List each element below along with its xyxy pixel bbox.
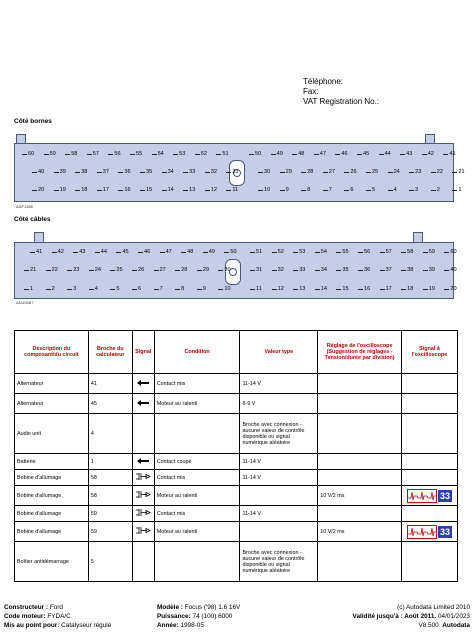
cell-description: Alternateur xyxy=(15,374,89,394)
pin-label: 17 xyxy=(97,187,119,194)
pin-label: 16 xyxy=(118,187,140,194)
header-scope-signal: Signal à l'oscilloscope xyxy=(401,331,457,374)
table-row xyxy=(15,542,458,582)
pin-label: 10 xyxy=(258,187,280,194)
pin-label: 11 xyxy=(250,286,272,293)
pin-label: 53 xyxy=(293,249,315,256)
pin-label: 58 xyxy=(401,249,423,256)
cell-signal xyxy=(132,394,154,414)
footer-annee: Année: 1998-05 xyxy=(157,622,204,629)
pin-label: 22 xyxy=(431,169,453,176)
pin-label: 31 xyxy=(250,267,272,274)
cell-condition: Contact coupé xyxy=(154,454,240,470)
pin-label: 25 xyxy=(110,267,132,274)
bornes-label: Côté bornes xyxy=(14,118,52,125)
table-header-row xyxy=(15,331,458,374)
pin-label: 36 xyxy=(358,267,380,274)
pin-label: 26 xyxy=(132,267,154,274)
pin-label: 30 xyxy=(258,169,280,176)
pin-label: 50 xyxy=(249,151,271,158)
cell-signal xyxy=(132,470,154,486)
cell-scope-setting xyxy=(318,374,402,394)
pin-label: 52 xyxy=(195,151,217,158)
pin-label: 30 xyxy=(218,267,240,274)
ignition-coil-icon xyxy=(135,513,151,519)
pin-row xyxy=(32,169,248,176)
cell-description: Boîtier antidémarrage xyxy=(15,542,89,582)
cell-scope-signal xyxy=(401,486,457,506)
pin-label: 22 xyxy=(46,267,68,274)
cell-signal xyxy=(132,454,154,470)
pin-label: 5 xyxy=(110,286,132,293)
cell-description: Bobine d'allumage xyxy=(15,470,89,486)
cell-scope-setting: 10 V/2 ms xyxy=(318,486,402,506)
pin-label: 35 xyxy=(140,169,162,176)
arrow-left-icon xyxy=(137,460,149,466)
pin-label: 58 xyxy=(65,151,87,158)
cell-description: Batterie xyxy=(15,454,89,470)
pin-label: 41 xyxy=(443,151,465,158)
table-row xyxy=(15,394,458,414)
pin-label: 35 xyxy=(336,267,358,274)
cell-signal xyxy=(132,414,154,454)
header-condition: Condition xyxy=(154,331,240,374)
ignition-coil-icon xyxy=(135,477,151,483)
cell-condition: Contact mis xyxy=(154,374,240,394)
scope-number: 33 xyxy=(439,526,450,537)
contact-block xyxy=(303,77,379,107)
pin-label: 26 xyxy=(344,169,366,176)
pin-label: 18 xyxy=(75,187,97,194)
pin-label: 57 xyxy=(380,249,402,256)
pin-label: 45 xyxy=(116,249,138,256)
pin-label: 33 xyxy=(293,267,315,274)
pin-label: 6 xyxy=(132,286,154,293)
cell-description: Bobine d'allumage xyxy=(15,486,89,506)
cell-scope-signal xyxy=(401,542,457,582)
pin-label: 13 xyxy=(183,187,205,194)
pin-label: 24 xyxy=(89,267,111,274)
header-description: Description du composant/du circuit xyxy=(15,331,89,374)
pin-label: 38 xyxy=(75,169,97,176)
pin-row xyxy=(249,151,465,158)
waveform-icon xyxy=(407,489,437,503)
cell-value xyxy=(240,522,318,542)
cell-pin: 5 xyxy=(88,542,132,582)
pin-label: 42 xyxy=(52,249,74,256)
pin-label: 47 xyxy=(160,249,182,256)
pin-row xyxy=(24,267,240,274)
table-row xyxy=(15,414,458,454)
cell-scope-signal xyxy=(401,522,457,542)
footer-copyright: (c) Autodata Limited 2010 xyxy=(397,604,470,611)
pin-label: 11 xyxy=(226,187,248,194)
pin-label: 55 xyxy=(130,151,152,158)
pin-label: 18 xyxy=(401,286,423,293)
table-row xyxy=(15,470,458,486)
cell-value: 11-14 V xyxy=(240,506,318,522)
pin-label: 60 xyxy=(444,249,466,256)
pin-label: 14 xyxy=(162,187,184,194)
pin-label: 27 xyxy=(154,267,176,274)
pin-label: 56 xyxy=(358,249,380,256)
pin-row xyxy=(32,187,248,194)
cell-value xyxy=(240,486,318,506)
pin-label: 39 xyxy=(423,267,445,274)
pin-label: 38 xyxy=(401,267,423,274)
pin-label: 23 xyxy=(409,169,431,176)
pin-label: 21 xyxy=(24,267,46,274)
cell-scope-setting xyxy=(318,542,402,582)
pin-label: 49 xyxy=(271,151,293,158)
cell-signal xyxy=(132,374,154,394)
pin-label: 51 xyxy=(216,151,238,158)
pin-label: 41 xyxy=(30,249,52,256)
pin-label: 3 xyxy=(67,286,89,293)
pin-label: 8 xyxy=(301,187,323,194)
pin-row xyxy=(30,249,246,256)
pin-label: 23 xyxy=(67,267,89,274)
footer-validite: Validité jusqu'à : Août 2011. 04/01/2023 xyxy=(352,613,470,620)
ignition-coil-icon xyxy=(135,531,151,537)
pin-label: 46 xyxy=(138,249,160,256)
cell-description: Audio unit xyxy=(15,414,89,454)
pin-label: 15 xyxy=(140,187,162,194)
waveform-icon xyxy=(407,525,437,539)
pin-row xyxy=(250,267,466,274)
pin-row xyxy=(250,286,466,293)
header-value: Valeur type xyxy=(240,331,318,374)
cell-scope-setting: 10 V/2 ms xyxy=(318,522,402,542)
pin-label: 2 xyxy=(431,187,453,194)
cell-condition: Contact mis xyxy=(154,470,240,486)
pin-row xyxy=(258,169,474,176)
cell-signal xyxy=(132,522,154,542)
footer-puissance: Puissance: 74 (100) 6000 xyxy=(157,613,233,620)
footer-mise-au-point: Mis au point pour: Catalyseur régulé xyxy=(4,622,112,629)
cell-description: Bobine d'allumage xyxy=(15,522,89,542)
pin-label: 45 xyxy=(357,151,379,158)
pin-label: 21 xyxy=(452,169,474,176)
pin-label: 54 xyxy=(152,151,174,158)
cell-pin: 1 xyxy=(88,454,132,470)
pin-label: 34 xyxy=(315,267,337,274)
header-scope-setting: Réglage de l'oscilloscope (Suggestion de réglages - Tension/durée par division) xyxy=(318,331,402,374)
pin-label: 43 xyxy=(73,249,95,256)
pin-label: 7 xyxy=(154,286,176,293)
pin-label: 32 xyxy=(272,267,294,274)
header-pin: Broche du calculateur xyxy=(88,331,132,374)
cables-label: Côté câbles xyxy=(14,216,51,223)
scope-thumbnail[interactable] xyxy=(404,525,455,539)
pin-label: 44 xyxy=(95,249,117,256)
footer-constructeur: Constructeur : Ford xyxy=(4,604,63,611)
cell-description: Alternateur xyxy=(15,394,89,414)
scope-thumbnail[interactable] xyxy=(404,489,455,503)
pin-label: 25 xyxy=(366,169,388,176)
pin-label: 31 xyxy=(226,169,248,176)
footer-modele: Modèle : Focus ('98) 1.6 16V xyxy=(157,604,241,611)
pin-label: 9 xyxy=(280,187,302,194)
cell-pin: 41 xyxy=(88,374,132,394)
footer-version: V8.500 Autodata xyxy=(418,622,470,629)
cell-scope-setting xyxy=(318,470,402,486)
pin-label: 9 xyxy=(197,286,219,293)
telephone-label: Téléphone: xyxy=(303,77,344,86)
pin-label: 14 xyxy=(315,286,337,293)
cell-signal xyxy=(132,506,154,522)
figure-ref: ADU0087 xyxy=(16,300,34,305)
footer-code-moteur: Code moteur: FYDA/C xyxy=(4,613,71,620)
pin-label: 13 xyxy=(293,286,315,293)
signal-table xyxy=(14,330,458,582)
cell-value: 8-9 V xyxy=(240,394,318,414)
pin-label: 53 xyxy=(173,151,195,158)
arrow-left-icon xyxy=(137,402,149,408)
pin-label: 19 xyxy=(54,187,76,194)
cell-scope-signal xyxy=(401,394,457,414)
pin-label: 60 xyxy=(22,151,44,158)
cell-scope-setting xyxy=(318,414,402,454)
table-row xyxy=(15,454,458,470)
cell-signal xyxy=(132,542,154,582)
pin-label: 1 xyxy=(24,286,46,293)
pin-label: 3 xyxy=(409,187,431,194)
cell-pin: 4 xyxy=(88,414,132,454)
pin-row xyxy=(258,187,474,194)
table-row xyxy=(15,374,458,394)
cell-scope-setting xyxy=(318,506,402,522)
cell-condition: Contact mis xyxy=(154,506,240,522)
pin-row xyxy=(24,286,240,293)
pin-label: 16 xyxy=(358,286,380,293)
pin-label: 12 xyxy=(205,187,227,194)
pin-label: 2 xyxy=(46,286,68,293)
fax-label: Fax: xyxy=(303,87,319,96)
pin-row xyxy=(250,249,466,256)
pin-label: 32 xyxy=(205,169,227,176)
pin-label: 4 xyxy=(388,187,410,194)
pin-label: 40 xyxy=(32,169,54,176)
pin-label: 52 xyxy=(272,249,294,256)
cell-description: Bobine d'allumage xyxy=(15,506,89,522)
pin-label: 55 xyxy=(336,249,358,256)
cell-scope-signal xyxy=(401,470,457,486)
pin-label: 48 xyxy=(181,249,203,256)
cell-condition xyxy=(154,542,240,582)
pin-label: 24 xyxy=(388,169,410,176)
cell-value: 11-14 V xyxy=(240,374,318,394)
cell-value: 11-14 V xyxy=(240,454,318,470)
cell-condition xyxy=(154,414,240,454)
pin-label: 59 xyxy=(423,249,445,256)
cell-scope-setting xyxy=(318,454,402,470)
pin-label: 44 xyxy=(379,151,401,158)
pin-label: 28 xyxy=(301,169,323,176)
ignition-coil-icon xyxy=(135,495,151,501)
pin-label: 19 xyxy=(423,286,445,293)
pin-label: 49 xyxy=(203,249,225,256)
pin-label: 17 xyxy=(380,286,402,293)
cell-scope-setting xyxy=(318,394,402,414)
scope-number: 33 xyxy=(439,490,450,501)
pin-label: 43 xyxy=(400,151,422,158)
cell-scope-signal xyxy=(401,374,457,394)
pin-label: 7 xyxy=(323,187,345,194)
cell-pin: 45 xyxy=(88,394,132,414)
table-row xyxy=(15,506,458,522)
pin-label: 28 xyxy=(175,267,197,274)
cell-value: Broche avec connexion - aucune valeur de contrôle disponible ou signal numérique aléatoire xyxy=(240,414,318,454)
pin-label: 59 xyxy=(44,151,66,158)
pin-label: 48 xyxy=(292,151,314,158)
pin-label: 12 xyxy=(272,286,294,293)
pin-label: 6 xyxy=(344,187,366,194)
cell-scope-signal xyxy=(401,454,457,470)
table-row xyxy=(15,522,458,542)
cell-value: 11-14 V xyxy=(240,470,318,486)
cell-condition: Moteur au ralenti xyxy=(154,486,240,506)
pin-label: 34 xyxy=(162,169,184,176)
pin-label: 4 xyxy=(89,286,111,293)
pin-label: 46 xyxy=(335,151,357,158)
header-signal: Signal xyxy=(132,331,154,374)
pin-label: 1 xyxy=(452,187,474,194)
pin-label: 29 xyxy=(197,267,219,274)
arrow-left-icon xyxy=(137,382,149,388)
pin-label: 51 xyxy=(250,249,272,256)
vat-label: VAT Registration No.: xyxy=(303,97,380,106)
cell-value: Broche avec connexion - aucune valeur de contrôle disponible ou signal numérique aléatoire xyxy=(240,542,318,582)
cell-pin: 58 xyxy=(88,470,132,486)
pin-label: 33 xyxy=(183,169,205,176)
pin-label: 10 xyxy=(218,286,240,293)
pin-label: 47 xyxy=(314,151,336,158)
pin-label: 27 xyxy=(323,169,345,176)
figure-ref: ADF1368 xyxy=(16,204,33,209)
pin-label: 39 xyxy=(54,169,76,176)
table-row xyxy=(15,486,458,506)
cell-signal xyxy=(132,486,154,506)
pin-row xyxy=(22,151,238,158)
cell-condition: Moteur au ralenti xyxy=(154,522,240,542)
pin-label: 50 xyxy=(224,249,246,256)
cell-scope-signal xyxy=(401,414,457,454)
pin-label: 37 xyxy=(97,169,119,176)
pin-label: 42 xyxy=(422,151,444,158)
pin-label: 40 xyxy=(444,267,466,274)
pin-label: 8 xyxy=(175,286,197,293)
cell-scope-signal xyxy=(401,506,457,522)
pin-label: 57 xyxy=(87,151,109,158)
pin-label: 5 xyxy=(366,187,388,194)
pin-label: 15 xyxy=(336,286,358,293)
cell-condition: Moteur au ralenti xyxy=(154,394,240,414)
pin-label: 29 xyxy=(280,169,302,176)
cell-pin: 59 xyxy=(88,506,132,522)
cell-pin: 59 xyxy=(88,522,132,542)
pin-label: 20 xyxy=(444,286,466,293)
pin-label: 36 xyxy=(118,169,140,176)
pin-label: 54 xyxy=(315,249,337,256)
pin-label: 56 xyxy=(108,151,130,158)
pin-label: 37 xyxy=(380,267,402,274)
cell-pin: 58 xyxy=(88,486,132,506)
pin-label: 20 xyxy=(32,187,54,194)
